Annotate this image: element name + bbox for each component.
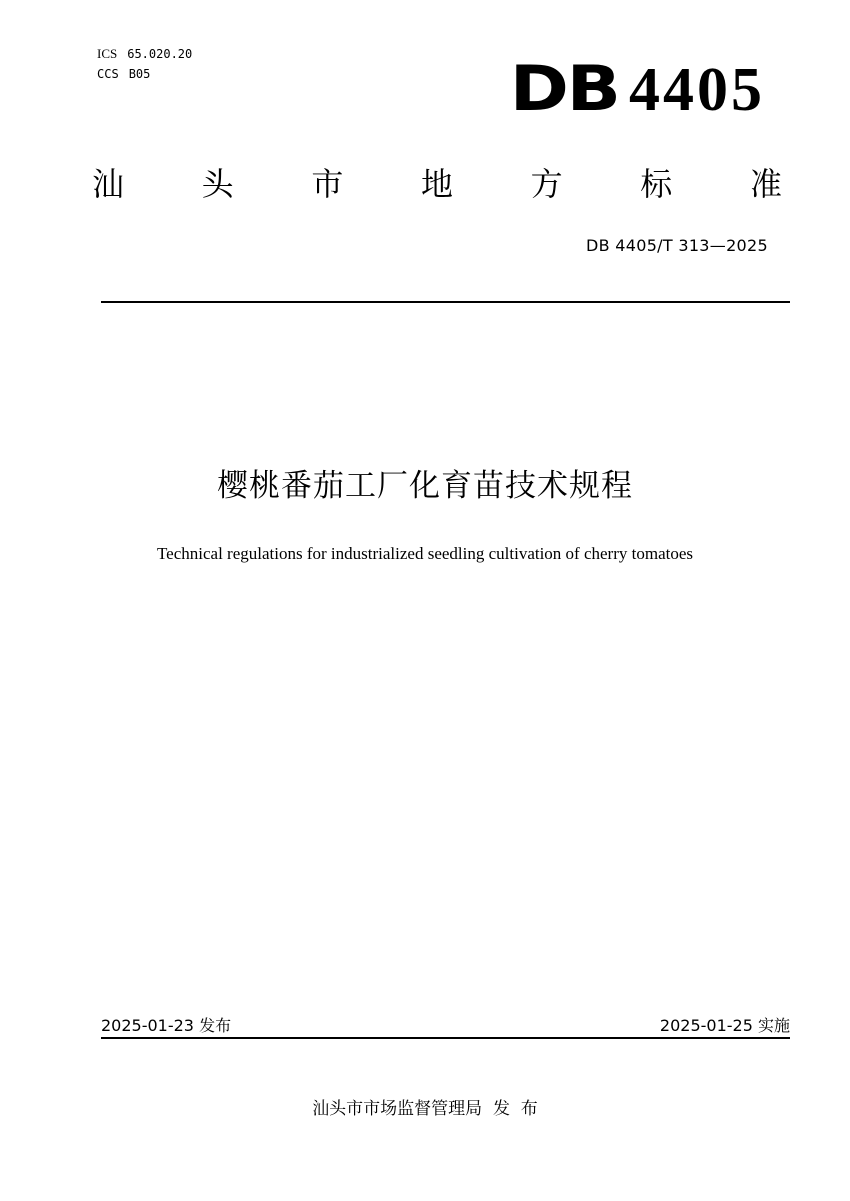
standard-type-heading xyxy=(92,160,782,208)
standard-type-char: 头 xyxy=(201,165,234,203)
standard-type-char: 汕 xyxy=(92,165,125,203)
standard-type-char: 准 xyxy=(749,165,782,203)
ccs-label: CCS xyxy=(97,67,119,81)
implementation-date: 2025-01-25 实施 xyxy=(659,1016,790,1035)
standard-type-char: 地 xyxy=(420,165,453,203)
standard-type-char: 方 xyxy=(530,165,563,203)
standard-type-char: 标 xyxy=(640,165,673,203)
publisher: 汕头市市场监督管理局 发 布 xyxy=(312,1099,538,1119)
date-row xyxy=(101,1016,790,1036)
db-standard-mark xyxy=(510,52,765,125)
bottom-divider xyxy=(101,1037,790,1039)
issue-date: 2025-01-23 发布 xyxy=(101,1016,232,1035)
standard-type-char: 市 xyxy=(311,165,344,203)
ics-row xyxy=(97,44,192,64)
ccs-row xyxy=(97,64,192,84)
document-title-cn: 樱桃番茄工厂化育苗技术规程 xyxy=(217,468,633,504)
ics-value: 65.020.20 xyxy=(127,47,193,61)
top-divider xyxy=(101,301,790,303)
classification-codes xyxy=(97,44,192,84)
db-mark-number: 4405 xyxy=(629,56,765,124)
document-title-en: Technical regulations for industrialized seedling cultivation of cherry tomatoes xyxy=(156,544,694,563)
db-mark-letters: DB xyxy=(510,52,619,125)
ics-label: ICS xyxy=(97,46,118,61)
ccs-value: B05 xyxy=(128,67,151,81)
standard-code: DB 4405/T 313—2025 xyxy=(585,236,768,255)
